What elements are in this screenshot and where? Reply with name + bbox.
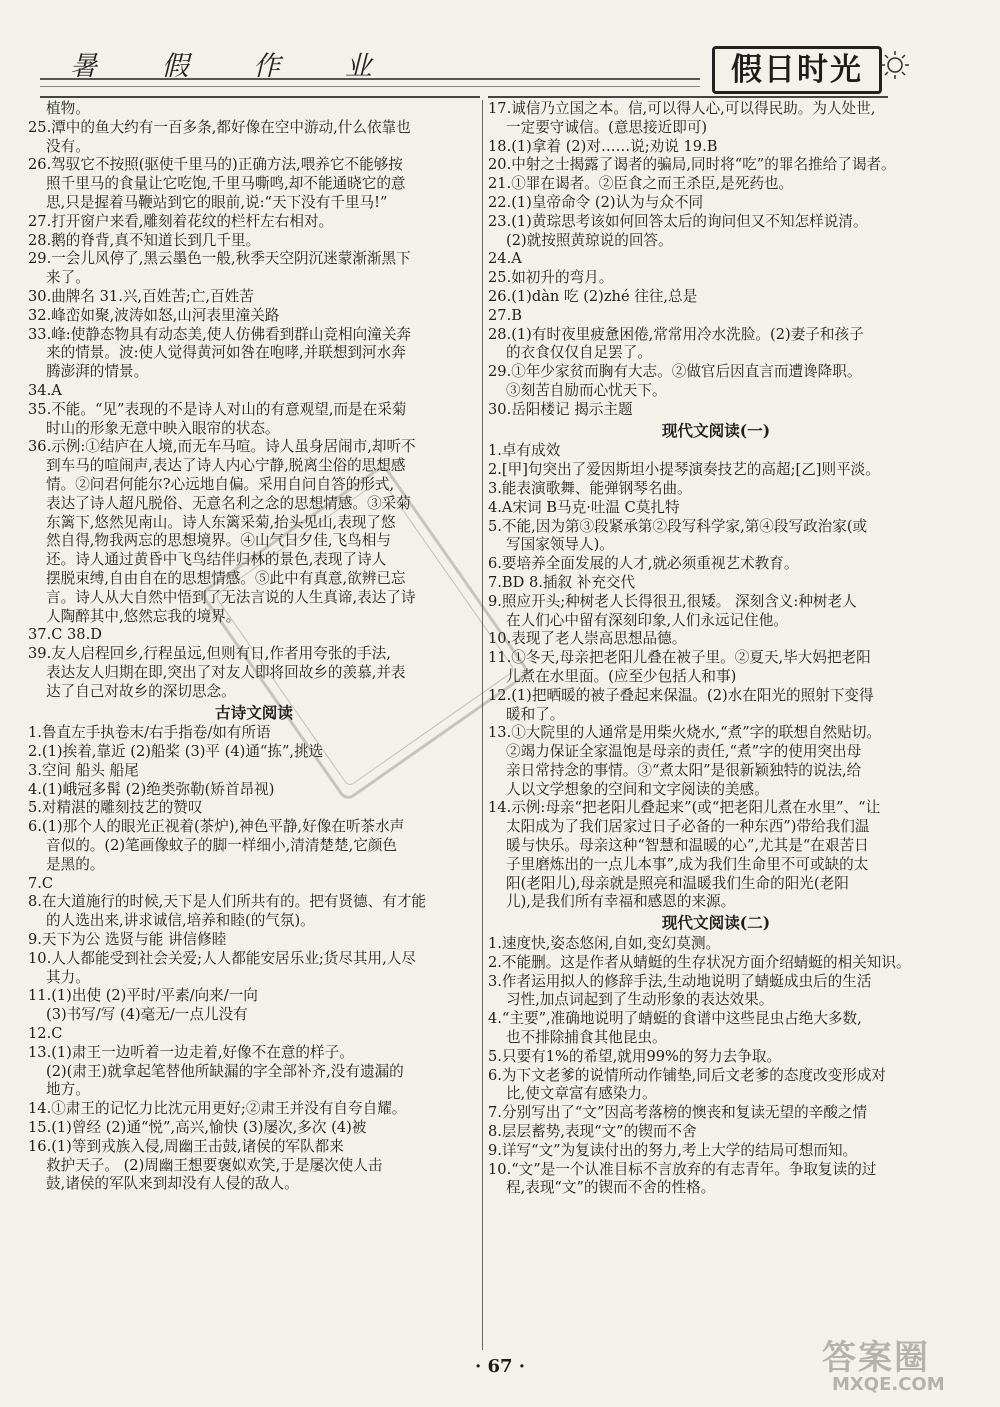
answer-line: 34.A bbox=[28, 381, 62, 399]
answer-line: 32.峰峦如聚,波涛如怒,山河表里潼关路 bbox=[28, 306, 280, 324]
answer-line: 一定要守诚信。(意思接近即可) bbox=[506, 118, 708, 136]
answer-line: 10.“文”是一个认准目标不言放弃的有志青年。争取复读的过 bbox=[488, 1160, 877, 1178]
answer-line: 音似的。(2)笔画像蚊子的脚一样细小,清清楚楚,它颜色 bbox=[46, 837, 398, 855]
answer-line: 言。诗人从大自然中悟到了无法言说的人生真谛,表达了诗 bbox=[46, 588, 416, 606]
answer-line: ②竭力保证全家温饱是母亲的责任,“煮”字的使用突出母 bbox=[506, 743, 862, 761]
section-heading: 古诗文阅读 bbox=[215, 702, 293, 722]
answer-line: 达了自己对故乡的深切思念。 bbox=[46, 682, 236, 700]
answer-line: 20.中射之士揭露了谒者的骗局,同时将“吃”的罪名推给了谒者。 bbox=[488, 156, 896, 174]
answer-line: 24.A bbox=[488, 250, 522, 268]
answer-line: 1.速度快,姿态悠闲,自如,变幻莫测。 bbox=[488, 935, 721, 953]
answer-line: 6.要培养全面发展的人才,就必须重视艺术教育。 bbox=[488, 555, 799, 573]
answer-line: 2.不能删。这是作者从蜻蜓的生存状况方面介绍蜻蜓的相关知识。 bbox=[488, 953, 911, 971]
answer-line: 35.不能。“见”表现的不是诗人对山的有意观望,而是在采菊 bbox=[28, 400, 407, 418]
answer-line: ③刻苦自励而心忧天下。 bbox=[506, 381, 667, 399]
answer-line: 暖和了。 bbox=[506, 705, 565, 723]
answer-line: 思,只是握着马鞭站到它的眼前,说:“天下没有千里马!” bbox=[46, 193, 388, 211]
answer-line: 9.照应开头;种树老人长得很丑,很矮。 深刻含义:种树老人 bbox=[488, 592, 857, 610]
answer-line: (3)书写/写 (4)毫无/一点儿没有 bbox=[46, 1006, 248, 1024]
answer-line: 鼓,诸侯的军队来到却没有人侵的敌人。 bbox=[46, 1175, 299, 1193]
answer-line: 地方。 bbox=[46, 1081, 90, 1099]
answer-line: 亲日常持念的事情。③“煮太阳”是很新颖独特的说法,给 bbox=[506, 761, 862, 779]
answer-line: 10.表现了老人崇高思想品德。 bbox=[488, 630, 687, 648]
answer-line: 9.天下为公 选贤与能 讲信修睦 bbox=[28, 931, 227, 949]
answer-line: 12.(1)把晒暖的被子叠起来保温。(2)水在阳光的照射下变得 bbox=[488, 686, 874, 704]
answer-line: 25.如初升的弯月。 bbox=[488, 269, 614, 287]
header-rule bbox=[40, 78, 700, 87]
answer-line: (2)(肃王)就拿起笔替他所缺漏的字全部补齐,没有遗漏的 bbox=[46, 1062, 404, 1080]
answer-line: 植物。 bbox=[46, 100, 90, 117]
answer-line: 27.打开窗户来看,雕刻着花纹的栏杆左右相对。 bbox=[28, 212, 334, 230]
answer-line: 来了。 bbox=[46, 269, 90, 287]
answer-line: 3.作者运用拟人的修辞手法,生动地说明了蜻蜓成虫后的生活 bbox=[488, 972, 872, 990]
answer-line: 28.(1)有时夜里疲惫困倦,常常用冷水洗脸。(2)妻子和孩子 bbox=[488, 325, 864, 343]
answer-line: 2.[甲]句突出了爱因斯坦小提琴演奏技艺的高超;[乙]则平淡。 bbox=[488, 461, 880, 479]
answer-line: 22.(1)皇帝命令 (2)认为与众不同 bbox=[488, 193, 704, 211]
answer-line: 习性,加点词起到了生动形象的表达效果。 bbox=[506, 991, 774, 1009]
answer-line: 4.“主要”,准确地说明了蜻蜓的食谱中这些昆虫占绝大多数, bbox=[488, 1010, 862, 1028]
answer-line: 儿),是我们所有幸福和感恩的来源。 bbox=[506, 893, 736, 911]
answer-line: 1.卓有成效 bbox=[488, 442, 561, 460]
answer-line: 16.(1)等到戎族入侵,周幽王击鼓,诸侯的军队都来 bbox=[28, 1137, 344, 1155]
answer-line: 3.空间 船头 船尾 bbox=[28, 761, 139, 779]
answer-line: 6.(1)那个人的眼光正视着(茶炉),神色平静,好像在听茶水声 bbox=[28, 818, 405, 836]
answer-line: 11.①冬天,母亲把老阳儿叠在被子里。②夏天,毕大妈把老阳 bbox=[488, 649, 871, 667]
answer-line: 26.(1)dàn 吃 (2)zhé 往往,总是 bbox=[488, 287, 698, 305]
answer-line: 13.①大院里的人通常是用柴火烧水,“煮”字的联想自然贴切。 bbox=[488, 724, 882, 742]
answer-line: 在人们心中留有深刻印象,人们永远记住他。 bbox=[506, 611, 788, 629]
answer-line: 37.C 38.D bbox=[28, 626, 102, 644]
page-header bbox=[0, 0, 1000, 100]
column-divider bbox=[482, 100, 483, 1350]
answer-line: 8.在大道施行的时候,天下是人们所共有的。把有贤德、有才能 bbox=[28, 893, 427, 911]
answer-line: 人以文学想象的空间和文字阅读的美感。 bbox=[506, 780, 769, 798]
answer-line: 还。诗人通过黄昏中飞鸟结伴归林的景色,表现了诗人 bbox=[46, 551, 387, 569]
answer-line: 13.(1)肃王一边听着一边走着,好像不在意的样子。 bbox=[28, 1043, 354, 1061]
answer-line: 暖与快乐。母亲这种“智慧和温暖的心”,尤其是“在艰苦日 bbox=[506, 837, 869, 855]
answer-line: 29.一会儿风停了,黑云墨色一般,秋季天空阴沉迷蒙渐渐黑下 bbox=[28, 250, 411, 268]
answer-line: 腾澎湃的情景。 bbox=[46, 363, 149, 381]
answer-line: 14.示例:母亲“把老阳儿叠起来”(或“把老阳儿煮在水里”、“让 bbox=[488, 799, 881, 817]
sun-icon bbox=[880, 50, 910, 80]
answer-line: 7.分别写出了“文”因高考落榜的懊丧和复读无望的辛酸之情 bbox=[488, 1104, 868, 1122]
answer-line: 5.只要有1%的希望,就用99%的努力去争取。 bbox=[488, 1047, 782, 1065]
watermark-logo-text: 答案圈 bbox=[822, 1338, 930, 1378]
answer-line: 30.曲牌名 31.兴,百姓苦;亡,百姓苦 bbox=[28, 287, 254, 305]
answer-line: 6.为下文老爹的说情所动作铺垫,同后文老爹的态度改变形成对 bbox=[488, 1066, 887, 1084]
answer-line: 比,使文章富有感染力。 bbox=[506, 1085, 657, 1103]
answer-line: 人陶醉其中,悠然忘我的境界。 bbox=[46, 607, 241, 625]
answer-line: 7.C bbox=[28, 874, 54, 892]
answer-line: (2)就按照黄琼说的回答。 bbox=[506, 231, 673, 249]
section-heading: 现代文阅读(二) bbox=[661, 913, 771, 933]
answer-line: 21.①罪在谒者。②臣食之而王杀臣,是死药也。 bbox=[488, 175, 794, 193]
answer-line: 14.①肃王的记忆力比沈元用更好;②肃王并没有自夸自耀。 bbox=[28, 1100, 407, 1118]
header-rule-right bbox=[488, 96, 888, 98]
section-heading: 现代文阅读(一) bbox=[661, 420, 771, 440]
answer-line: 来的情景。波:使人觉得黄河如咎在咆哮,并联想到河水奔 bbox=[46, 344, 406, 362]
answer-line: 39.友人启程回乡,行程虽远,但则有日,作者用夸张的手法, bbox=[28, 645, 391, 663]
answer-line: 18.(1)拿着 (2)对……说;劝说 19.B bbox=[488, 137, 718, 155]
answer-line: 12.C bbox=[28, 1025, 63, 1043]
answer-line: 1.鲁直左手执卷末/右手指卷/如有所语 bbox=[28, 724, 271, 742]
answer-line: 照千里马的食量让它吃饱,千里马嘶鸣,却不能通晓它的意 bbox=[46, 175, 406, 193]
answer-line: 30.岳阳楼记 揭示主题 bbox=[488, 400, 633, 418]
answer-line: 阳(老阳儿),母亲就是照亮和温暖我们生命的阳光(老阳 bbox=[506, 874, 849, 892]
answer-line: 10.人人都能受到社会关爱;人人都能安居乐业;货尽其用,人尽 bbox=[28, 949, 416, 967]
header-rule-left bbox=[40, 96, 480, 98]
watermark bbox=[812, 1330, 982, 1400]
answer-line: 情。②问君何能尔?心远地自偏。采用自问自答的形式, bbox=[46, 475, 395, 493]
answer-line: 写国家领导人)。 bbox=[506, 536, 614, 554]
answer-line: 33.峰:使静态物具有动态美,使人仿佛看到群山竞相向潼关奔 bbox=[28, 325, 412, 343]
answer-line: 没有。 bbox=[46, 137, 90, 155]
answer-line: 5.不能,因为第③段紧承第②段写科学家,第④段写政治家(或 bbox=[488, 517, 868, 535]
answer-line: 2.(1)挨着,靠近 (2)船桨 (3)平 (4)通“拣”,挑选 bbox=[28, 743, 324, 761]
answer-line: 表达友人归期在即,突出了对友人即将回故乡的羡慕,并表 bbox=[46, 663, 406, 681]
answer-line: 23.(1)黄琮思考该如何回答太后的询问但又不知怎样说清。 bbox=[488, 212, 868, 230]
answer-line: 摆脱束缚,自由自在的思想情感。⑤此中有真意,欲辨已忘 bbox=[46, 569, 406, 587]
answer-line: 的人选出来,讲求诚信,培养和睦(的气氛)。 bbox=[46, 912, 315, 930]
answer-line: 到车马的喧闹声,表达了诗人内心宁静,脱离尘俗的思想感 bbox=[46, 457, 406, 475]
right-column bbox=[488, 100, 944, 1198]
answer-line: 15.(1)曾经 (2)通“悦”,高兴,愉快 (3)屡次,多次 (4)被 bbox=[28, 1119, 367, 1137]
answer-line: 东篱下,悠然见南山。诗人东篱采菊,抬头见山,表现了悠 bbox=[46, 513, 396, 531]
answer-line: 儿煮在水里面。(应至少包括人和事) bbox=[506, 667, 737, 685]
answer-line: 25.潭中的鱼大约有一百多条,都好像在空中游动,什么依靠也 bbox=[28, 118, 411, 136]
answer-line: 的衣食仅仅自足罢了。 bbox=[506, 344, 652, 362]
answer-line: 7.BD 8.插叙 补充交代 bbox=[488, 573, 636, 591]
answer-line: 救护天子。 (2)周幽王想要褒姒欢笑,于是屡次使人击 bbox=[46, 1156, 383, 1174]
answer-line: 26.驾驭它不按照(驱使千里马的)正确方法,喂养它不能够按 bbox=[28, 156, 403, 174]
answer-line: 是黑的。 bbox=[46, 855, 105, 873]
answer-line: 表达了诗人超凡脱俗、无意名利之念的思想情感。③采菊 bbox=[46, 494, 411, 512]
watermark-url: MXQE.COM bbox=[832, 1374, 945, 1395]
brand-logo: 假日时光 bbox=[712, 46, 882, 94]
answer-line: 太阳成为了我们居家过日子必备的一种东西”)带给我们温 bbox=[506, 818, 870, 836]
answer-line: 17.诚信乃立国之本。信,可以得人心,可以得民助。为人处世, bbox=[488, 100, 876, 117]
answer-line: 11.(1)出使 (2)平时/平素/向来/一向 bbox=[28, 987, 258, 1005]
answer-line: 29.①年少家贫而胸有大志。②做官后因直言而遭谗降职。 bbox=[488, 363, 862, 381]
answer-line: 5.对精湛的雕刻技艺的赞叹 bbox=[28, 799, 203, 817]
answer-line: 3.能表演歌舞、能弹钢琴名曲。 bbox=[488, 479, 692, 497]
answer-line: 9.详写“文”为复读付出的努力,考上大学的结局可想而知。 bbox=[488, 1141, 858, 1159]
answer-line: 4.A宋词 B马克·吐温 C莫扎特 bbox=[488, 498, 680, 516]
answer-line: 子里磨炼出的一点儿本事”,成为我们生命里不可或缺的太 bbox=[506, 855, 869, 873]
answer-line: 27.B bbox=[488, 306, 522, 324]
answer-line: 程,表现“文”的锲而不舍的性格。 bbox=[506, 1179, 716, 1197]
answer-line: 时山的形象无意中映入眼帘的状态。 bbox=[46, 419, 280, 437]
header-title: 暑 假 作 业 bbox=[70, 51, 400, 82]
answer-line: 也不排除捕食其他昆虫。 bbox=[506, 1029, 667, 1047]
answer-line: 然自得,物我两忘的思想境界。④山气日夕佳,飞鸟相与 bbox=[46, 532, 391, 550]
answer-line: 8.层层蓄势,表现“文”的锲而不舍 bbox=[488, 1123, 697, 1141]
answer-line: 4.(1)峨冠多髯 (2)绝类弥勒(矫首昂视) bbox=[28, 780, 275, 798]
answer-line: 28.鹅的脊背,真不知道长到几千里。 bbox=[28, 231, 261, 249]
answer-line: 36.示例:①结庐在人境,而无车马喧。诗人虽身居闹市,却听不 bbox=[28, 438, 416, 456]
page-number: · 67 · bbox=[474, 1356, 526, 1377]
answer-line: 其力。 bbox=[46, 968, 90, 986]
